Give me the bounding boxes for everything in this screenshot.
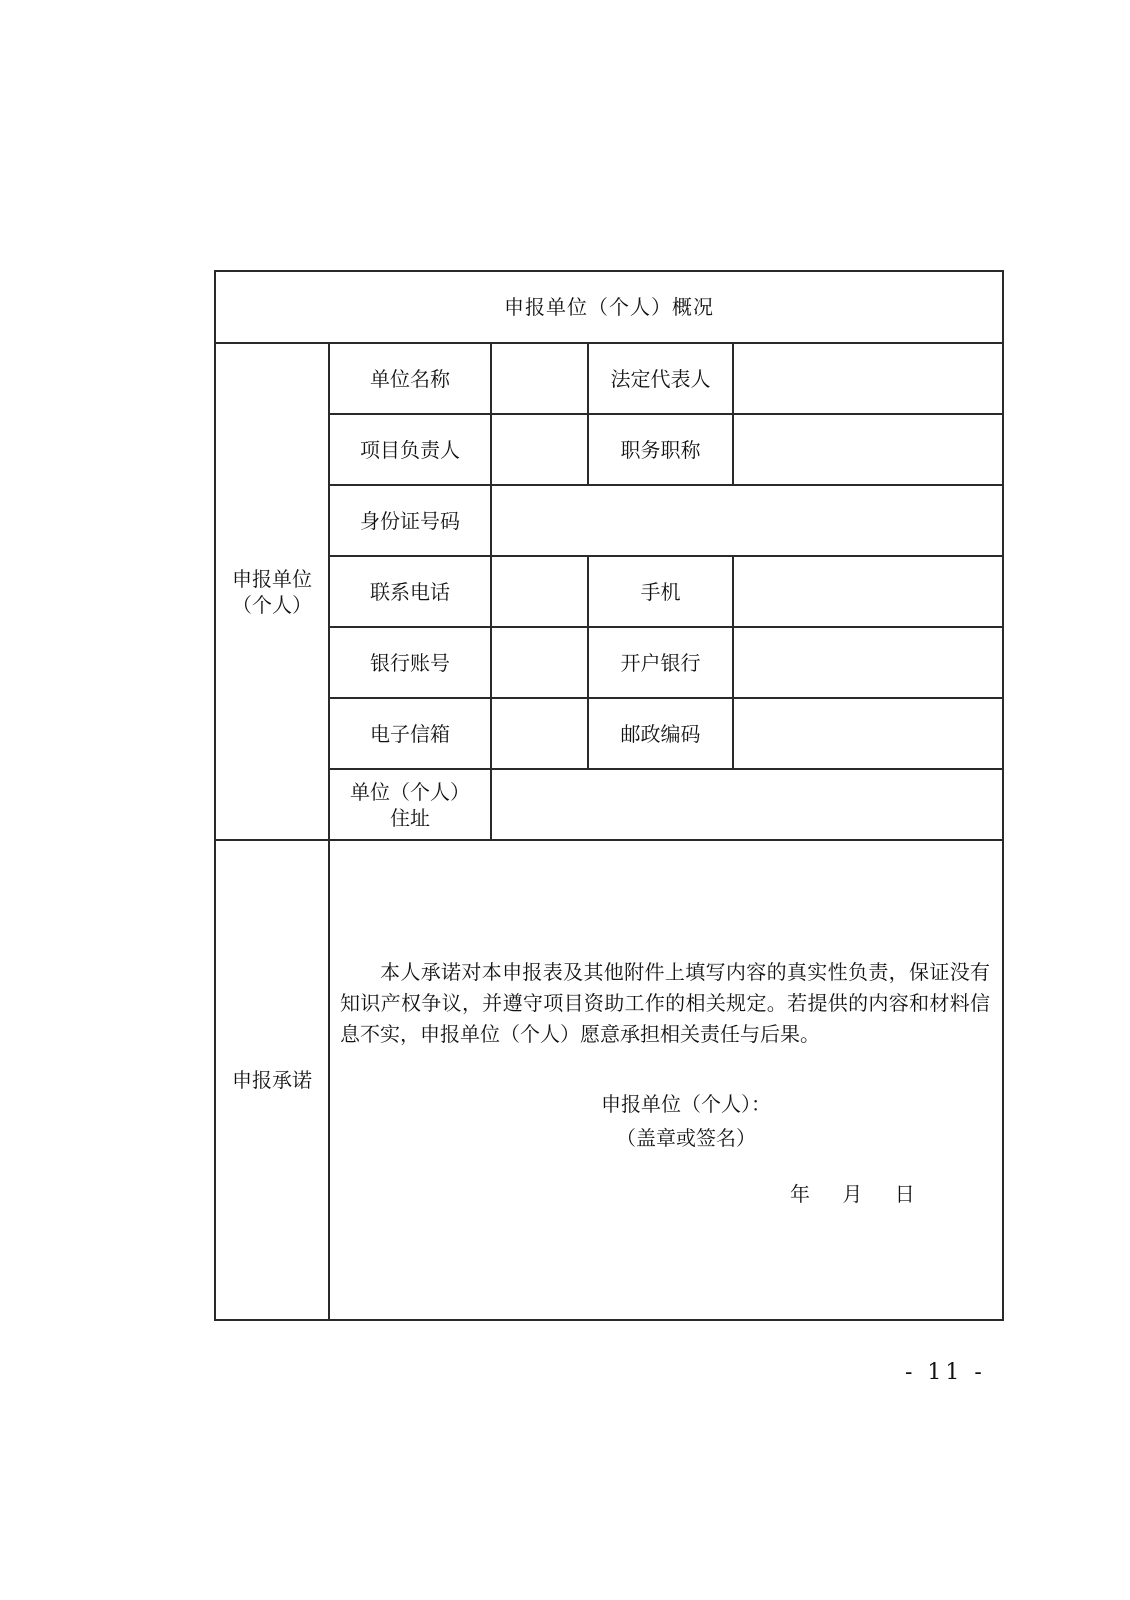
form-title: 申报单位（个人）概况 (215, 271, 1003, 343)
signature-note: （盖章或签名） (616, 1126, 757, 1150)
applicant-section-label (215, 343, 329, 840)
bank-account-field[interactable] (491, 627, 588, 698)
mobile-field[interactable] (733, 556, 1003, 627)
unit-name-label: 单位名称 (329, 343, 491, 414)
legal-representative-field[interactable] (733, 343, 1003, 414)
address-label (329, 769, 491, 840)
email-label: 电子信箱 (329, 698, 491, 769)
id-number-field[interactable] (491, 485, 1003, 556)
bank-name-label: 开户银行 (588, 627, 733, 698)
job-title-label: 职务职称 (588, 414, 733, 485)
address-label-line1: 单位（个人） (350, 779, 470, 804)
postal-code-field[interactable] (733, 698, 1003, 769)
applicant-section-label-text: 申报单位（个人） (232, 566, 312, 617)
postal-code-label: 邮政编码 (588, 698, 733, 769)
commitment-label: 申报承诺 (215, 840, 329, 1320)
project-leader-label: 项目负责人 (329, 414, 491, 485)
project-leader-field[interactable] (491, 414, 588, 485)
job-title-field[interactable] (733, 414, 1003, 485)
commitment-text: 本人承诺对本申报表及其他附件上填写内容的真实性负责，保证没有知识产权争议，并遵守项目资助工作的相关规定。若提供的内容和材料信息不实，申报单位（个人）愿意承担相关责任与后果。 (340, 960, 991, 1046)
application-form-table (214, 270, 1004, 1321)
id-number-label: 身份证号码 (329, 485, 491, 556)
signature-block (330, 1087, 1002, 1155)
commitment-cell (329, 840, 1003, 1320)
page-number: - 11 - (905, 1360, 986, 1385)
address-label-line2: 住址 (390, 805, 430, 830)
phone-label: 联系电话 (329, 556, 491, 627)
legal-representative-label: 法定代表人 (588, 343, 733, 414)
unit-name-field[interactable] (491, 343, 588, 414)
mobile-label: 手机 (588, 556, 733, 627)
date-line: 年 月 日 (790, 1182, 915, 1206)
bank-name-field[interactable] (733, 627, 1003, 698)
email-field[interactable] (491, 698, 588, 769)
signature-label: 申报单位（个人）： (601, 1092, 772, 1116)
phone-field[interactable] (491, 556, 588, 627)
address-field[interactable] (491, 769, 1003, 840)
bank-account-label: 银行账号 (329, 627, 491, 698)
